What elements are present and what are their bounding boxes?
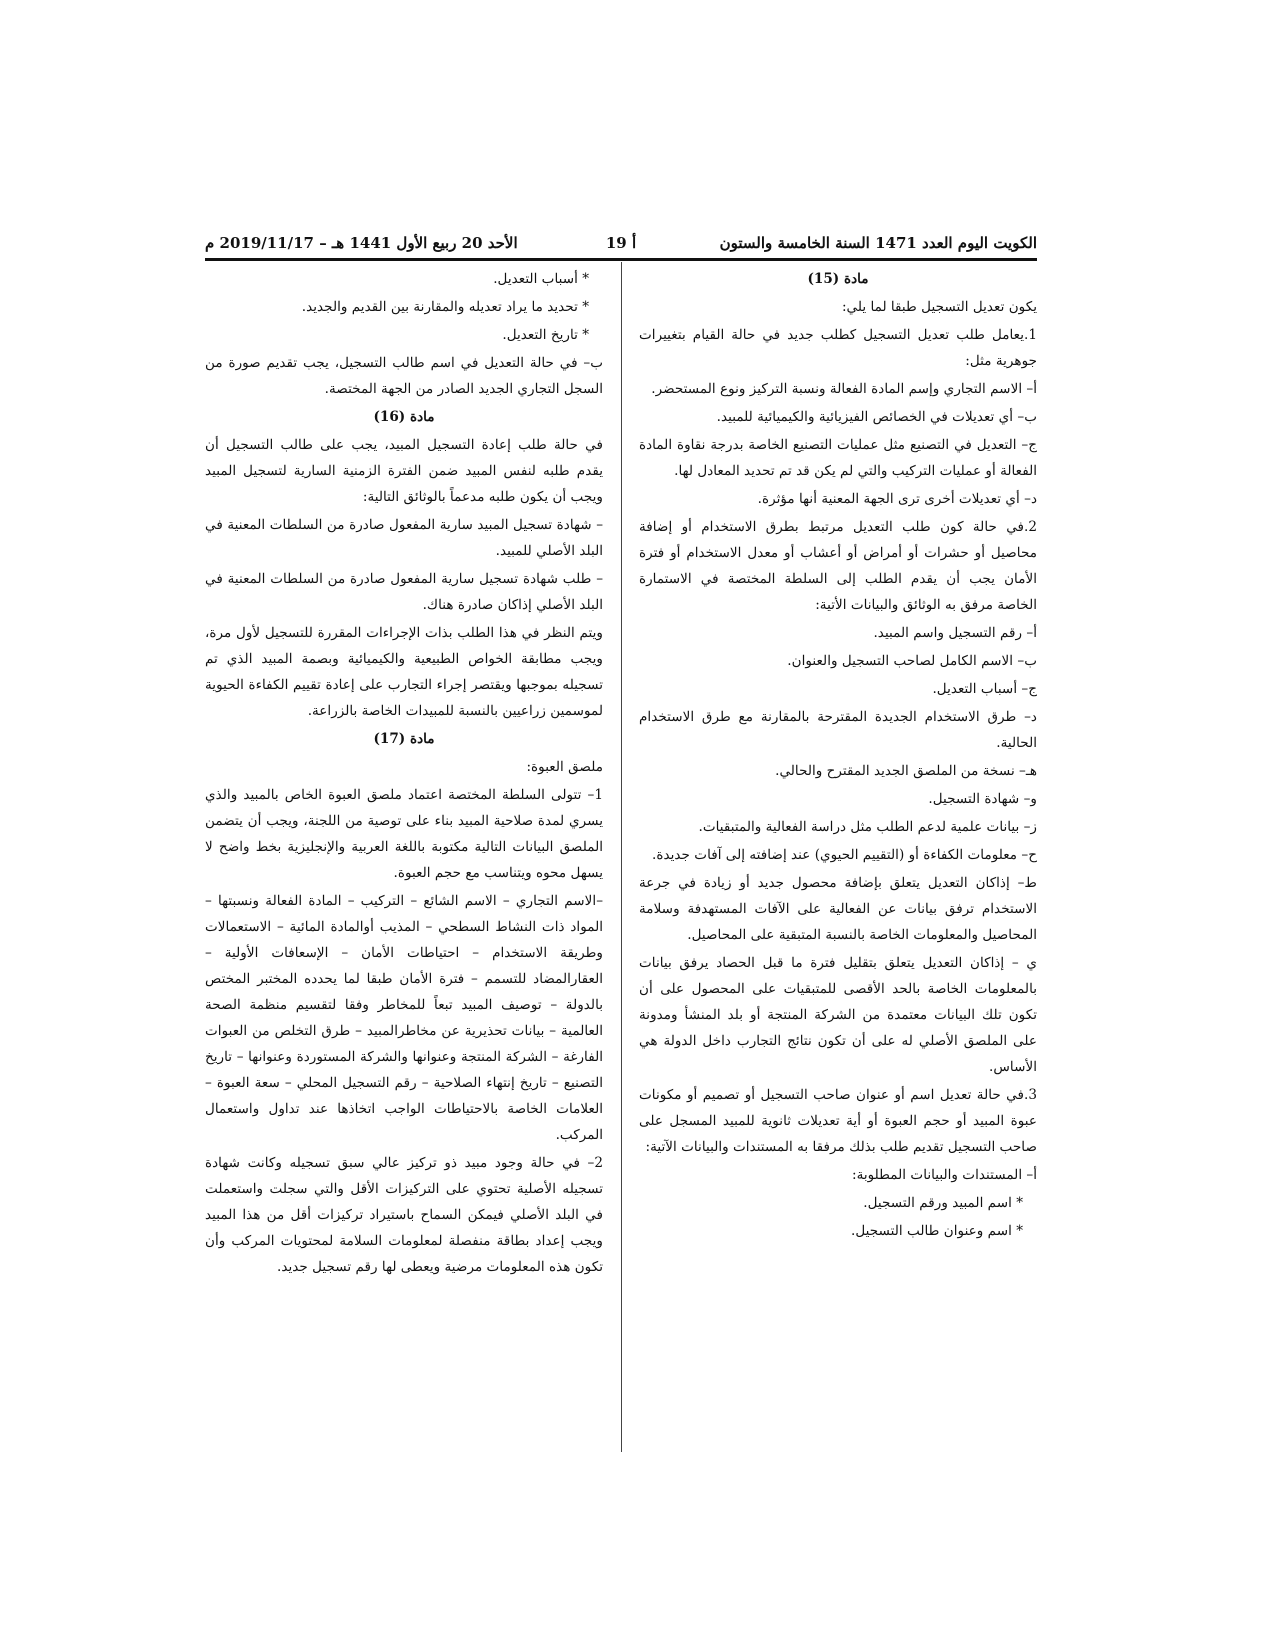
paragraph: ويتم النظر في هذا الطلب بذات الإجراءات المقررة للتسجيل لأول مرة، ويجب مطابقة الخواص الطبيعية والكيميائية وبصمة المبيد الذي تم تسجيله بموجبها ويقتصر إجراء التجارب على إعادة تقييم الكفاءة الحيوية لموسمين زراعيين بالنسبة للمبيدات الخاصة بالزراعة. bbox=[205, 625, 603, 719]
page-number: أ 19 bbox=[605, 234, 637, 252]
paragraph: ط– إذاكان التعديل يتعلق بإضافة محصول جديد أو زيادة في جرعة الاستخدام ترفق بيانات عن الفعالية على الآفات المستهدفة وسلامة المحاصيل والمعلومات الخاصة بالنسبة المتبقية على المحاصيل. bbox=[639, 875, 1037, 943]
paragraph: و– شهادة التسجيل. bbox=[928, 791, 1037, 807]
column-divider bbox=[621, 262, 622, 1452]
paragraph: 3.في حالة تعديل اسم أو عنوان صاحب التسجيل أو تصميم أو مكونات عبوة المبيد أو حجم العبوة أو أية تعديلات ثانوية للمبيد المسجل على صاحب التسجيل تقديم طلب بذلك مرفقا به المستندات والبيانات الآتية: bbox=[639, 1087, 1037, 1155]
paragraph: 1– تتولى السلطة المختصة اعتماد ملصق العبوة الخاص بالمبيد والذي يسري لمدة صلاحية المبيد بناء على توصية من اللجنة، ويجب أن يتضمن الملصق البيانات التالية مكتوبة باللغة العربية والإنجليزية بخط واضح لا يسهل محوه ويتناسب مع حجم العبوة. bbox=[205, 787, 603, 881]
paragraph: ملصق العبوة: bbox=[526, 759, 603, 775]
paragraph: د– أي تعديلات أخرى ترى الجهة المعنية أنها مؤثرة. bbox=[757, 491, 1037, 507]
paragraph: – طلب شهادة تسجيل سارية المفعول صادرة من السلطات المعنية في البلد الأصلي إذاكان صادرة هناك. bbox=[205, 571, 603, 613]
paragraph: ج– أسباب التعديل. bbox=[932, 681, 1037, 697]
paragraph: – شهادة تسجيل المبيد سارية المفعول صادرة من السلطات المعنية في البلد الأصلي للمبيد. bbox=[205, 517, 603, 559]
paragraph: 2– في حالة وجود مبيد ذو تركيز عالي سبق تسجيله وكانت شهادة تسجيله الأصلية تحتوي على التركيزات الأقل والتي سجلت واستعملت في البلد الأصلي فيمكن السماح باستيراد تركيزات أقل من هذا المبيد ويجب إعداد بطاقة منفصلة لمعلومات السلامة لمحتويات المركب وأن تكون هذه المعلومات مرضية ويعطى لها رقم تسجيل جديد. bbox=[205, 1155, 603, 1275]
paragraph: ي – إذاكان التعديل يتعلق بتقليل فترة ما قبل الحصاد يرفق بيانات بالمعلومات الخاصة بالحد الأقصى للمتبقيات على المحصول على أن تكون تلك البيانات معتمدة من الشركة المنتجة أو بلد المنشأ ومدونة على الملصق الأصلي له على أن تكون نتائج التجارب داخل الدولة هي الأساس. bbox=[639, 955, 1037, 1075]
paragraph: د– طرق الاستخدام الجديدة المقترحة بالمقارنة مع طرق الاستخدام الحالية. bbox=[639, 709, 1037, 751]
paragraph: ح– معلومات الكفاءة أو (التقييم الحيوي) عند إضافته إلى آفات جديدة. bbox=[652, 847, 1037, 863]
paragraph: هـ– نسخة من الملصق الجديد المقترح والحالي. bbox=[775, 763, 1037, 779]
bullet-item: * اسم وعنوان طالب التسجيل. bbox=[851, 1223, 1023, 1239]
paragraph: ز– بيانات علمية لدعم الطلب مثل دراسة الفعالية والمتبقيات. bbox=[698, 819, 1037, 835]
paragraph: ج– التعديل في التصنيع مثل عمليات التصنيع الخاصة بدرجة نقاوة المادة الفعالة أو عمليات التركيب والتي لم يكن قد تم تحديد المعادل لها. bbox=[639, 437, 1037, 479]
paragraph: –الاسم التجاري – الاسم الشائع – التركيب – المادة الفعالة ونسبتها – المواد ذات النشاط السطحي – المذيب أوالمادة المائية – الاستعمالات وطريقة الاستخدام – احتياطات الأمان – الإسعافات الأولية – العقارالمضاد للتسمم – فترة الأمان طبقا لما يحدده المختبر المختص بالدولة – توصيف المبيد تبعاً للمخاطر وفقا لتقسيم منظمة الصحة العالمية – بيانات تحذيرية عن مخاطرالمبيد – طرق التخلص من العبوات الفارغة – الشركة المنتجة وعنوانها والشركة المستوردة وعنوانها – تاريخ التصنيع – تاريخ إنتهاء الصلاحية – رقم التسجيل المحلي – سعة العبوة – العلامات الخاصة بالاحتياطات الواجب اتخاذها عند تداول واستعمال المركب. bbox=[205, 893, 603, 1143]
paragraph: أ– الاسم التجاري وإسم المادة الفعالة ونسبة التركيز ونوع المستحضر. bbox=[651, 381, 1037, 397]
paragraph: ب– في حالة التعديل في اسم طالب التسجيل، يجب تقديم صورة من السجل التجاري الجديد الصادر من الجهة المختصة. bbox=[205, 355, 603, 397]
right-column bbox=[639, 266, 1037, 1246]
publication-info: الكويت اليوم العدد 1471 السنة الخامسة والستون bbox=[719, 234, 1037, 252]
issue-date: الأحد 20 ربيع الأول 1441 هـ – 2019/11/17 م bbox=[205, 234, 518, 252]
paragraph: 2.في حالة كون طلب التعديل مرتبط بطرق الاستخدام أو إضافة محاصيل أو حشرات أو أمراض أو أعشاب أو معدل الاستخدام أو فترة الأمان يجب أن يقدم الطلب إلى السلطة المختصة في الاستمارة الخاصة مرفق به الوثائق والبيانات الأتية: bbox=[639, 519, 1037, 613]
bullet-item: * أسباب التعديل. bbox=[493, 271, 589, 287]
bullet-item: * تاريخ التعديل. bbox=[502, 327, 589, 343]
page-header bbox=[205, 232, 1037, 261]
article-heading: مادة (16) bbox=[373, 409, 435, 425]
bullet-item: * اسم المبيد ورقم التسجيل. bbox=[863, 1195, 1023, 1211]
left-column bbox=[205, 266, 603, 1282]
article-heading: مادة (17) bbox=[373, 731, 435, 747]
article-heading: مادة (15) bbox=[807, 271, 869, 287]
paragraph: 1.يعامل طلب تعديل التسجيل كطلب جديد في حالة القيام بتغييرات جوهرية مثل: bbox=[639, 327, 1037, 369]
gazette-page bbox=[205, 232, 1037, 1462]
bullet-item: * تحديد ما يراد تعديله والمقارنة بين القديم والجديد. bbox=[301, 299, 589, 315]
paragraph: في حالة طلب إعادة التسجيل المبيد، يجب على طالب التسجيل أن يقدم طلبه لنفس المبيد ضمن الفترة الزمنية السارية لتسجيل المبيد ويجب أن يكون طلبه مدعماً بالوثائق التالية: bbox=[205, 437, 603, 505]
paragraph: يكون تعديل التسجيل طبقا لما يلي: bbox=[841, 299, 1037, 315]
paragraph: أ– رقم التسجيل واسم المبيد. bbox=[873, 625, 1037, 641]
paragraph: أ– المستندات والبيانات المطلوبة: bbox=[851, 1167, 1037, 1183]
paragraph: ب– الاسم الكامل لصاحب التسجيل والعنوان. bbox=[787, 653, 1037, 669]
paragraph: ب– أي تعديلات في الخصائص الفيزيائية والكيميائية للمبيد. bbox=[716, 409, 1037, 425]
